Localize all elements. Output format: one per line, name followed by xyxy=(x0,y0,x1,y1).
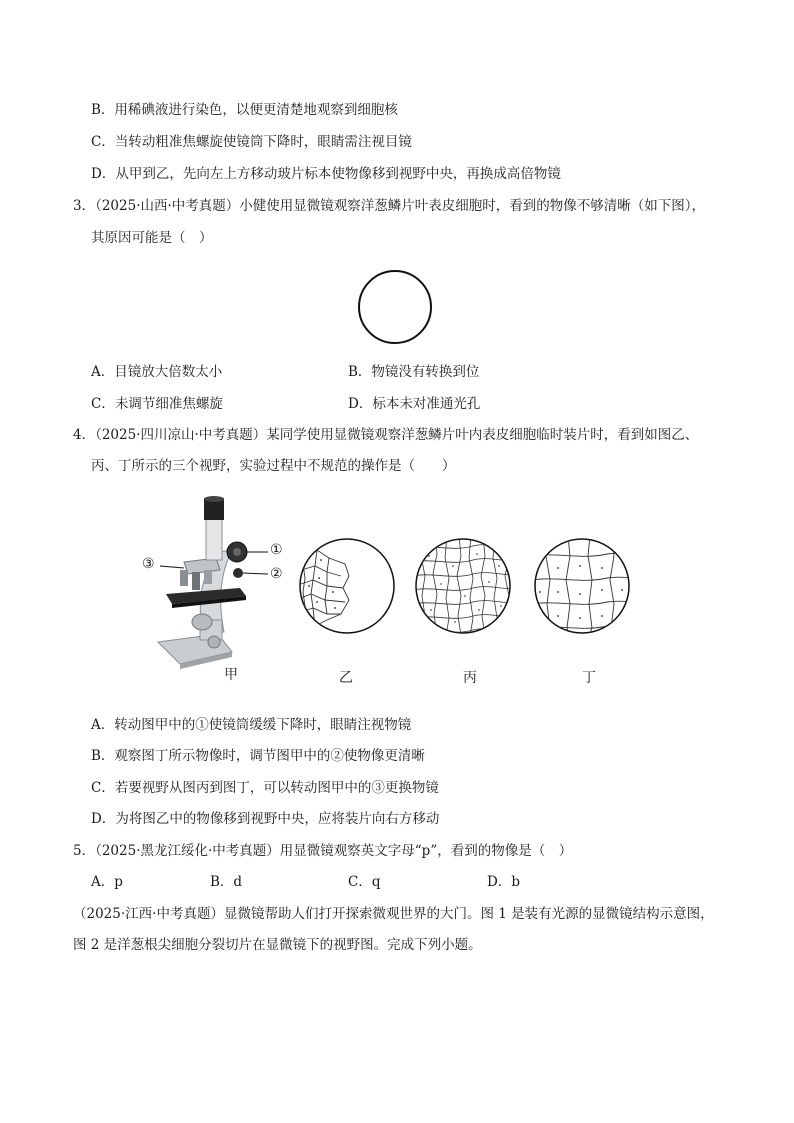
q5-stem xyxy=(73,841,572,861)
q5-option-d: D．b xyxy=(487,874,520,890)
q3-blank-field-of-view xyxy=(355,267,435,347)
q3-option-c: C．未调节细准焦螺旋 xyxy=(91,396,223,412)
label-circle-1: ① xyxy=(270,542,283,558)
q5-option-c: C．q xyxy=(348,874,381,890)
q2-option-c: C．当转动粗准焦螺旋使镜筒下降时，眼睛需注视目镜 xyxy=(91,134,412,150)
q2-option-d: D．从甲到乙，先向左上方移动玻片标本使物像移到视野中央，再换成高倍物镜 xyxy=(91,166,561,182)
q5-option-a: A．p xyxy=(91,874,123,890)
caption-ding: 丁 xyxy=(582,670,596,686)
q4-number: 4． xyxy=(73,427,96,443)
caption-bing: 丙 xyxy=(463,670,477,686)
q5-option-b: B．d xyxy=(210,874,243,890)
passage-line2: 图 2 是洋葱根尖细胞分裂切片在显微镜下的视野图。完成下列小题。 xyxy=(73,937,482,953)
q3-option-d: D．标本未对准通光孔 xyxy=(348,396,481,412)
q5-number: 5． xyxy=(73,843,96,859)
q3-number: 3． xyxy=(73,198,96,214)
passage-line1: （2025·江西·中考真题）显微镜帮助人们打开探索微观世界的大门。图 1 是装有光源的显微镜结构示意图， xyxy=(73,906,714,922)
microscope-figure xyxy=(140,492,300,672)
q4-option-a: A．转动图甲中的①使镜筒缓缓下降时，眼睛注视物镜 xyxy=(91,717,412,733)
q4-stem-line1 xyxy=(73,425,698,445)
q4-option-c: C．若要视野从图丙到图丁，可以转动图甲中的③更换物镜 xyxy=(91,780,439,796)
q3-stem-line2: 其原因可能是（ ） xyxy=(91,230,213,246)
q3-stem-text: （2025·山西·中考真题）小健使用显微镜观察洋葱鳞片叶表皮细胞时，看到的物像不够清晰（如下图）， xyxy=(95,198,706,214)
label-circle-3: ③ xyxy=(142,556,155,572)
q3-option-a: A．目镜放大倍数太小 xyxy=(91,364,223,380)
caption-yi: 乙 xyxy=(339,670,353,686)
field-of-view-ding xyxy=(532,536,632,636)
q4-option-d: D．为将图乙中的物像移到视野中央，应将装片向右方移动 xyxy=(91,811,440,827)
field-of-view-bing xyxy=(413,536,513,636)
caption-jia: 甲 xyxy=(224,667,238,683)
q3-stem-line1 xyxy=(73,196,705,216)
label-circle-2: ② xyxy=(270,566,283,582)
q3-option-b: B．物镜没有转换到位 xyxy=(348,364,480,380)
q4-stem-text: （2025·四川凉山·中考真题）某同学使用显微镜观察洋葱鳞片叶内表皮细胞临时装片时，看到如图乙、 xyxy=(95,427,699,443)
q5-stem-text: （2025·黑龙江绥化·中考真题）用显微镜观察英文字母“p”，看到的物像是（ ） xyxy=(95,843,573,859)
q2-option-b: B．用稀碘液进行染色，以便更清楚地观察到细胞核 xyxy=(91,102,398,118)
q4-option-b: B．观察图丁所示物像时，调节图甲中的②使物像更清晰 xyxy=(91,748,425,764)
field-of-view-yi xyxy=(297,536,397,636)
q4-stem-line2: 丙、丁所示的三个视野，实验过程中不规范的操作是（ ） xyxy=(91,458,456,474)
